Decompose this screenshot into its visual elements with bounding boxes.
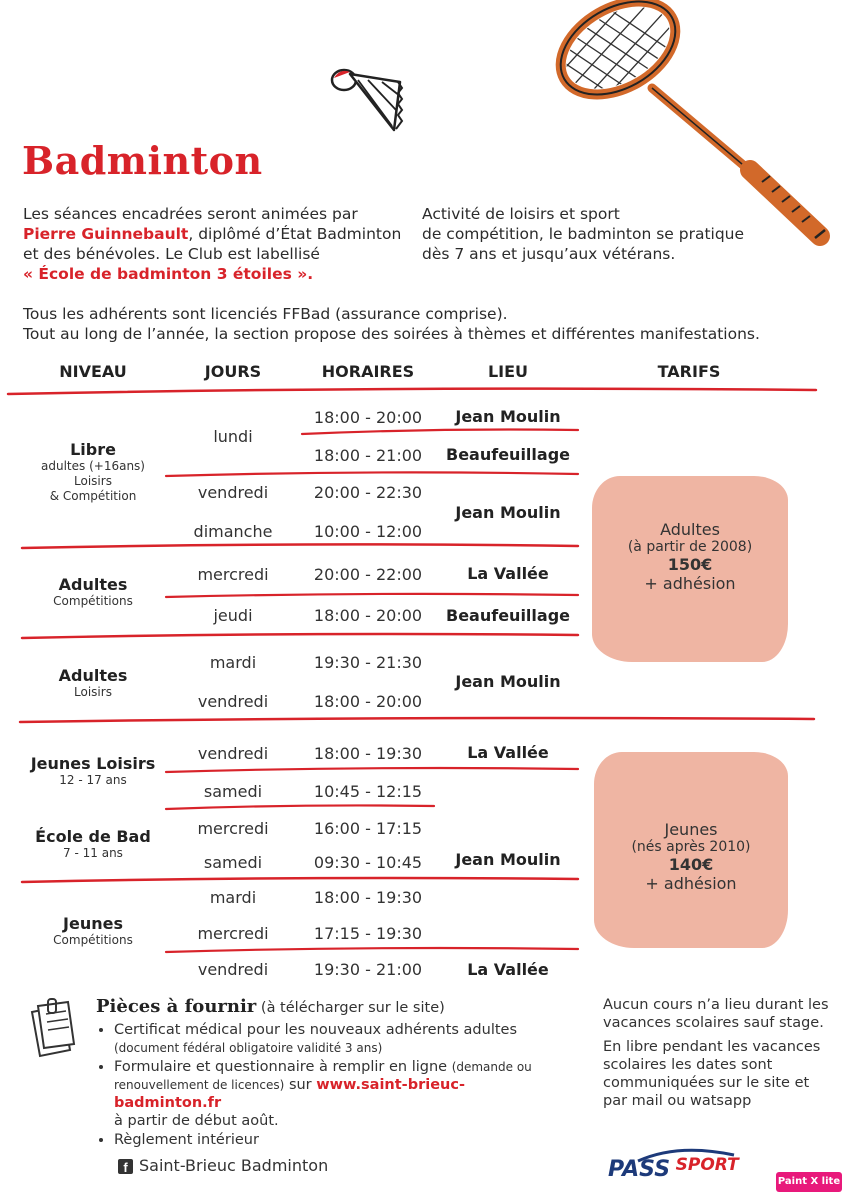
place-cell: Beaufeuillage xyxy=(446,445,570,464)
level-jeunes-loisirs xyxy=(20,754,166,788)
level-jeunes-loisirs-sub: 12 - 17 ans xyxy=(59,773,127,787)
time-cell: 10:45 - 12:15 xyxy=(313,782,423,801)
tarif-jeunes-price: 140€ xyxy=(668,855,714,874)
time-cell: 18:00 - 20:00 xyxy=(313,692,423,711)
logo-sport: SPORT xyxy=(675,1155,739,1175)
header-lieu: LIEU xyxy=(487,362,529,381)
tarif-adultes-price: 150€ xyxy=(667,555,713,574)
day-cell: lundi xyxy=(213,427,253,446)
day-cell: mercredi xyxy=(197,924,269,943)
time-cell: 10:00 - 12:00 xyxy=(313,522,423,541)
level-adultes-comp xyxy=(30,575,156,609)
intro-left-line1: Les séances encadrées seront animées par xyxy=(23,205,358,223)
day-cell: vendredi xyxy=(197,744,269,763)
info-line1: Tous les adhérents sont licenciés FFBad (assurance comprise). xyxy=(23,305,508,323)
time-cell: 18:00 - 20:00 xyxy=(313,408,423,427)
pieces-title-note: (à télécharger sur le site) xyxy=(260,1000,445,1016)
place-cell: La Vallée xyxy=(467,960,549,979)
day-cell: mercredi xyxy=(197,819,269,838)
level-jeunes-comp xyxy=(30,914,156,948)
place-cell: Jean Moulin xyxy=(455,672,561,691)
place-cell: Jean Moulin xyxy=(455,503,561,522)
pieces-item2c: à partir de début août. xyxy=(114,1113,279,1129)
logo-pass: PASS xyxy=(608,1157,671,1182)
intro-left-line3: et des bénévoles. Le Club est labellisé xyxy=(23,245,320,263)
place-cell: Beaufeuillage xyxy=(446,606,570,625)
day-cell: mercredi xyxy=(197,565,269,584)
tarif-jeunes-extra: + adhésion xyxy=(645,874,737,893)
coach-name: Pierre Guinnebault xyxy=(23,225,189,243)
level-ecole-name: École de Bad xyxy=(35,827,151,846)
facebook-icon: f xyxy=(118,1159,133,1174)
level-libre-sub2: Loisirs xyxy=(74,474,112,488)
level-libre-name: Libre xyxy=(70,440,116,459)
note-p2: En libre pendant les vacances scolaires les dates sont communiquées sur le site et par mail ou watsapp xyxy=(603,1039,821,1109)
day-cell: samedi xyxy=(203,853,263,872)
page-title: Badminton xyxy=(22,138,263,183)
tarif-adultes xyxy=(592,476,788,662)
intro-right-line3: dès 7 ans et jusqu’aux vétérans. xyxy=(422,245,676,263)
level-libre-sub1: adultes (+16ans) xyxy=(41,459,145,473)
pieces-item2b: sur xyxy=(288,1077,312,1093)
pieces-item xyxy=(114,1021,566,1057)
tarif-adultes-label: Adultes xyxy=(660,520,720,539)
header-jours: JOURS xyxy=(204,362,262,381)
pieces-item xyxy=(114,1131,566,1149)
website-link[interactable]: www.saint-brieuc-badminton.fr xyxy=(114,1077,465,1111)
facebook-label: Saint-Brieuc Badminton xyxy=(139,1156,329,1175)
documents-icon xyxy=(22,996,86,1062)
level-jeunes-loisirs-name: Jeunes Loisirs xyxy=(30,754,156,773)
level-adultes-loisirs xyxy=(30,666,156,700)
time-cell: 19:30 - 21:00 xyxy=(313,960,423,979)
pass-sport-logo xyxy=(608,1147,739,1182)
header-niveau: NIVEAU xyxy=(59,362,127,381)
level-ecole-sub: 7 - 11 ans xyxy=(63,846,123,860)
tarif-adultes-cond: (à partir de 2008) xyxy=(627,539,753,555)
pieces-item3: Règlement intérieur xyxy=(114,1132,259,1148)
day-cell: vendredi xyxy=(197,483,269,502)
day-cell: jeudi xyxy=(213,606,253,625)
place-cell: Jean Moulin xyxy=(455,850,561,869)
time-cell: 18:00 - 20:00 xyxy=(313,606,423,625)
info-line2: Tout au long de l’année, la section propose des soirées à thèmes et différentes manifestations. xyxy=(23,325,760,343)
time-cell: 16:00 - 17:15 xyxy=(313,819,423,838)
tarif-jeunes-label: Jeunes xyxy=(664,820,718,839)
level-adultes-loisirs-name: Adultes xyxy=(58,666,128,685)
pieces-item xyxy=(114,1058,566,1130)
time-cell: 18:00 - 21:00 xyxy=(313,446,423,465)
day-cell: vendredi xyxy=(197,692,269,711)
pieces-section xyxy=(96,996,566,1150)
intro-left-line2: , diplômé d’État Badminton xyxy=(188,225,402,243)
tarif-jeunes-cond: (nés après 2010) xyxy=(631,839,751,855)
paint-x-lite-badge: Paint X lite xyxy=(776,1172,842,1192)
time-cell: 19:30 - 21:30 xyxy=(313,653,423,672)
intro-right-line2: de compétition, le badminton se pratique xyxy=(422,225,745,243)
level-jeunes-comp-name: Jeunes xyxy=(63,914,123,933)
place-cell: Jean Moulin xyxy=(455,407,561,426)
level-jeunes-comp-sub: Compétitions xyxy=(53,933,133,947)
time-cell: 17:15 - 19:30 xyxy=(313,924,423,943)
note-p1: Aucun cours n’a lieu durant les vacances scolaires sauf stage. xyxy=(603,997,829,1031)
header-tarifs: TARIFS xyxy=(657,362,721,381)
header-horaires: HORAIRES xyxy=(321,362,415,381)
level-adultes-comp-sub: Compétitions xyxy=(53,594,133,608)
time-cell: 20:00 - 22:30 xyxy=(313,483,423,502)
pieces-item2-note: (demande ou renouvellement de licences) xyxy=(114,1060,532,1092)
day-cell: vendredi xyxy=(197,960,269,979)
time-cell: 18:00 - 19:30 xyxy=(313,744,423,763)
level-libre-sub3: & Compétition xyxy=(49,489,137,503)
time-cell: 20:00 - 22:00 xyxy=(313,565,423,584)
level-adultes-comp-name: Adultes xyxy=(58,575,128,594)
tarif-jeunes xyxy=(594,752,788,948)
day-cell: mardi xyxy=(209,653,257,672)
intro-right-line1: Activité de loisirs et sport xyxy=(422,205,620,223)
club-label: « École de badminton 3 étoiles ». xyxy=(23,265,314,283)
level-libre xyxy=(30,440,156,504)
time-cell: 09:30 - 10:45 xyxy=(313,853,423,872)
place-cell: La Vallée xyxy=(467,564,549,583)
day-cell: mardi xyxy=(209,888,257,907)
level-ecole xyxy=(20,827,166,861)
place-cell: La Vallée xyxy=(467,743,549,762)
pieces-item1-note: (document fédéral obligatoire validité 3 ans) xyxy=(114,1041,383,1055)
facebook-link[interactable] xyxy=(118,1156,328,1175)
time-cell: 18:00 - 19:30 xyxy=(313,888,423,907)
tarif-adultes-extra: + adhésion xyxy=(644,574,736,593)
pieces-title: Pièces à fournir xyxy=(96,996,257,1017)
vacances-note xyxy=(603,996,835,1110)
pieces-item2a: Formulaire et questionnaire à remplir en ligne xyxy=(114,1059,448,1075)
day-cell: dimanche xyxy=(193,522,273,541)
level-adultes-loisirs-sub: Loisirs xyxy=(74,685,112,699)
day-cell: samedi xyxy=(203,782,263,801)
pieces-item1: Certificat médical pour les nouveaux adhérents adultes xyxy=(114,1022,518,1038)
